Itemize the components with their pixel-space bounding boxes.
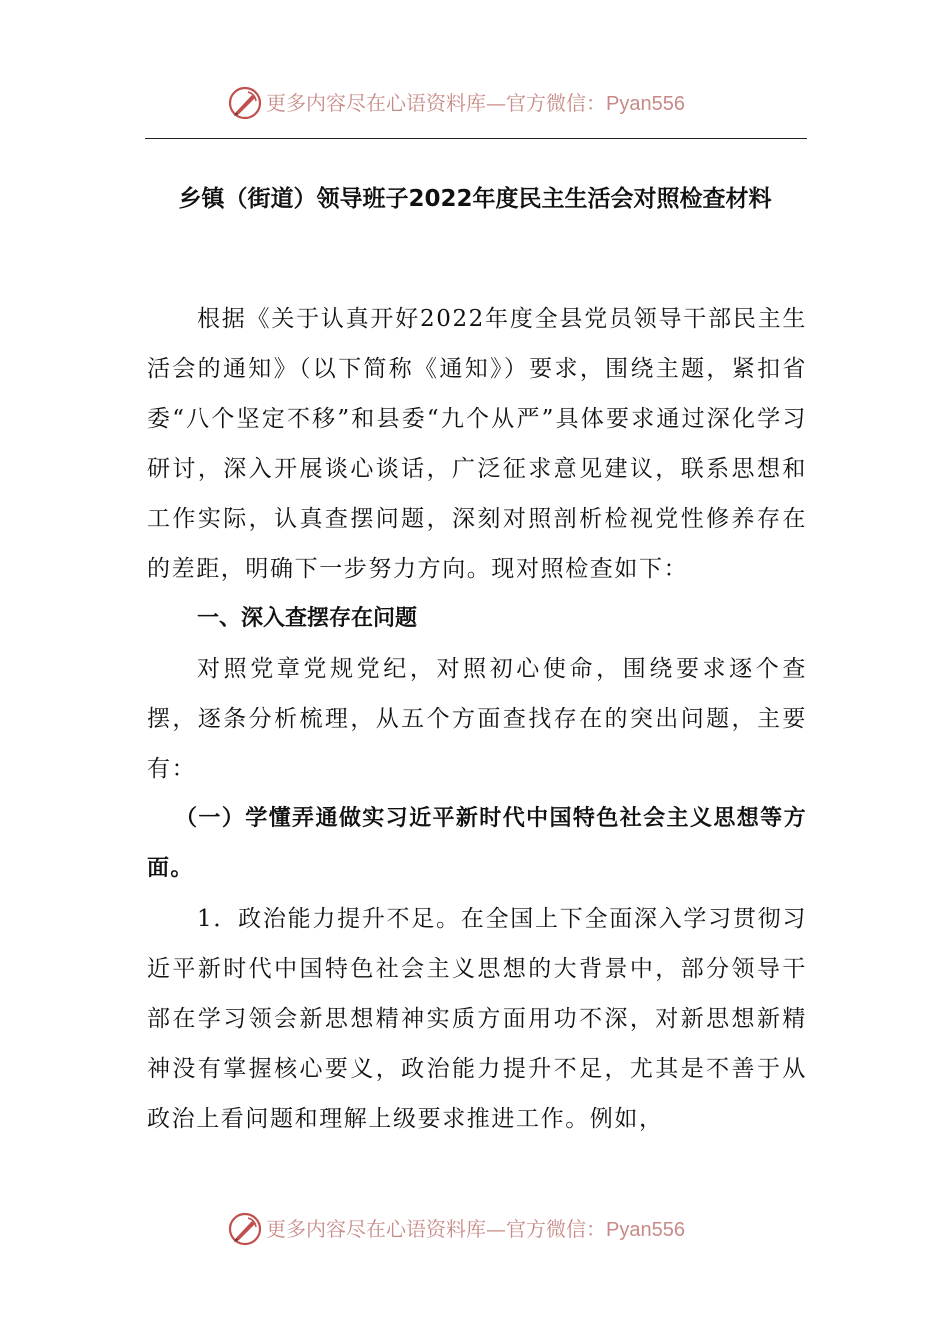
section-heading: 一、深入查摆存在问题	[197, 606, 418, 631]
section-intro-paragraph: 对照党章党规党纪，对照初心使命，围绕要求逐个查摆，逐条分析梳理，从五个方面查找存在的突出问题，主要有：	[147, 656, 807, 782]
header-rule	[145, 138, 807, 139]
subsection-heading: （一）学懂弄通做实习近平新时代中国特色社会主义思想等方面。	[147, 806, 807, 881]
header-watermark	[0, 84, 950, 124]
pen-logo-icon	[228, 1212, 262, 1246]
item-paragraph: 1．政治能力提升不足。在全国上下全面深入学习贯彻习近平新时代中国特色社会主义思想的大背景中，部分领导干部在学习领会新思想精神实质方面用功不深，对新思想新精神没有掌握核心要义，政治能力提升不足，尤其是不善于从政治上看问题和理解上级要求推进工作。例如，	[147, 906, 807, 1132]
watermark-text: 更多内容尽在心语资料库—官方微信：	[266, 91, 606, 115]
pen-logo-icon	[228, 86, 262, 120]
document-title: 乡镇（街道）领导班子2022年度民主生活会对照检查材料	[178, 186, 772, 212]
intro-paragraph: 根据《关于认真开好2022年度全县党员领导干部民主生活会的通知》（以下简称《通知》）要求，围绕主题，紧扣省委“八个坚定不移”和县委“九个从严”具体要求通过深化学习研讨，深入开展谈心谈话，广泛征求意见建议，联系思想和工作实际，认真查摆问题，深刻对照剖析检视党性修养存在的差距，明确下一步努力方向。现对照检查如下：	[147, 306, 807, 582]
watermark-text: 更多内容尽在心语资料库—官方微信：	[266, 1217, 606, 1241]
footer-watermark	[0, 1210, 950, 1250]
document-body	[147, 294, 807, 1144]
watermark-wechat-id: Pyan556	[606, 93, 685, 115]
watermark-wechat-id: Pyan556	[606, 1219, 685, 1241]
